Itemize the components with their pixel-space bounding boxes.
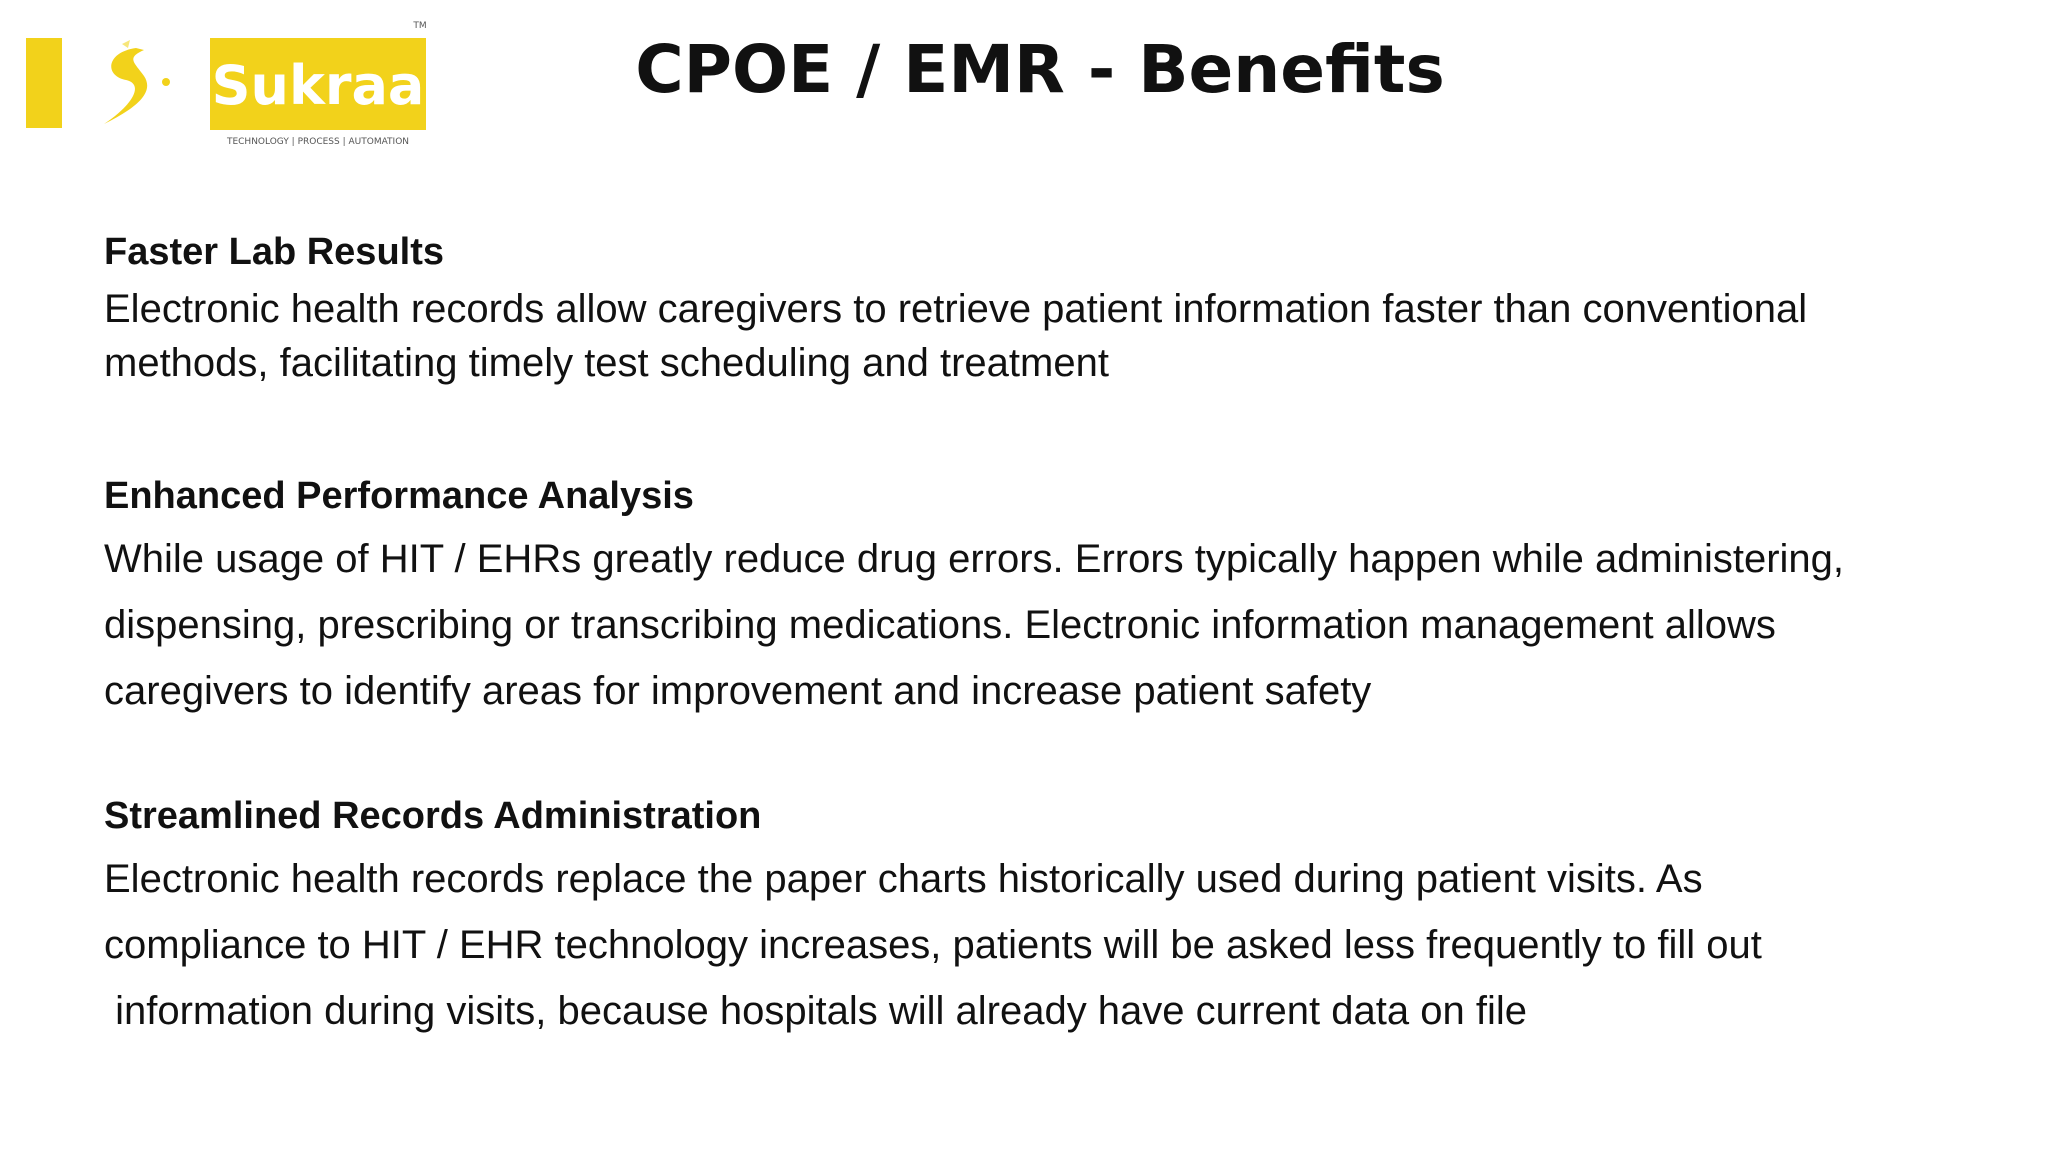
section-streamlined-records-administration bbox=[104, 786, 1984, 1044]
section-line: dispensing, prescribing or transcribing medications. Electronic information management allows bbox=[104, 603, 1776, 647]
section-faster-lab-results bbox=[104, 222, 1984, 390]
slide-content bbox=[104, 222, 1984, 1106]
section-line: Electronic health records allow caregivers to retrieve patient information faster than conventional bbox=[104, 287, 1808, 331]
logo-dot-icon bbox=[162, 78, 170, 86]
section-enhanced-performance-analysis bbox=[104, 466, 1984, 724]
logo-spark-icon bbox=[122, 40, 130, 48]
logo-left-bar bbox=[26, 38, 62, 128]
section-line: methods, facilitating timely test scheduling and treatment bbox=[104, 341, 1109, 385]
sukraa-logo bbox=[26, 14, 434, 152]
section-line: caregivers to identify areas for improvement and increase patient safety bbox=[104, 669, 1372, 713]
logo-trademark: TM bbox=[413, 21, 427, 31]
section-heading: Streamlined Records Administration bbox=[104, 795, 762, 837]
logo-brand-text: Sukraa bbox=[211, 54, 425, 117]
section-line: information during visits, because hospitals will already have current data on file bbox=[104, 989, 1527, 1033]
logo-s-mark-icon bbox=[104, 48, 147, 124]
section-heading: Faster Lab Results bbox=[104, 231, 444, 273]
logo-tagline: TECHNOLOGY | PROCESS | AUTOMATION bbox=[226, 137, 410, 147]
section-line: Electronic health records replace the paper charts historically used during patient visits. As bbox=[104, 857, 1703, 901]
slide-title: CPOE / EMR - Benefits bbox=[635, 31, 1445, 108]
section-line: While usage of HIT / EHRs greatly reduce drug errors. Errors typically happen while administering, bbox=[104, 537, 1844, 581]
section-heading: Enhanced Performance Analysis bbox=[104, 475, 694, 517]
section-line: compliance to HIT / EHR technology increases, patients will be asked less frequently to fill out bbox=[104, 923, 1762, 967]
